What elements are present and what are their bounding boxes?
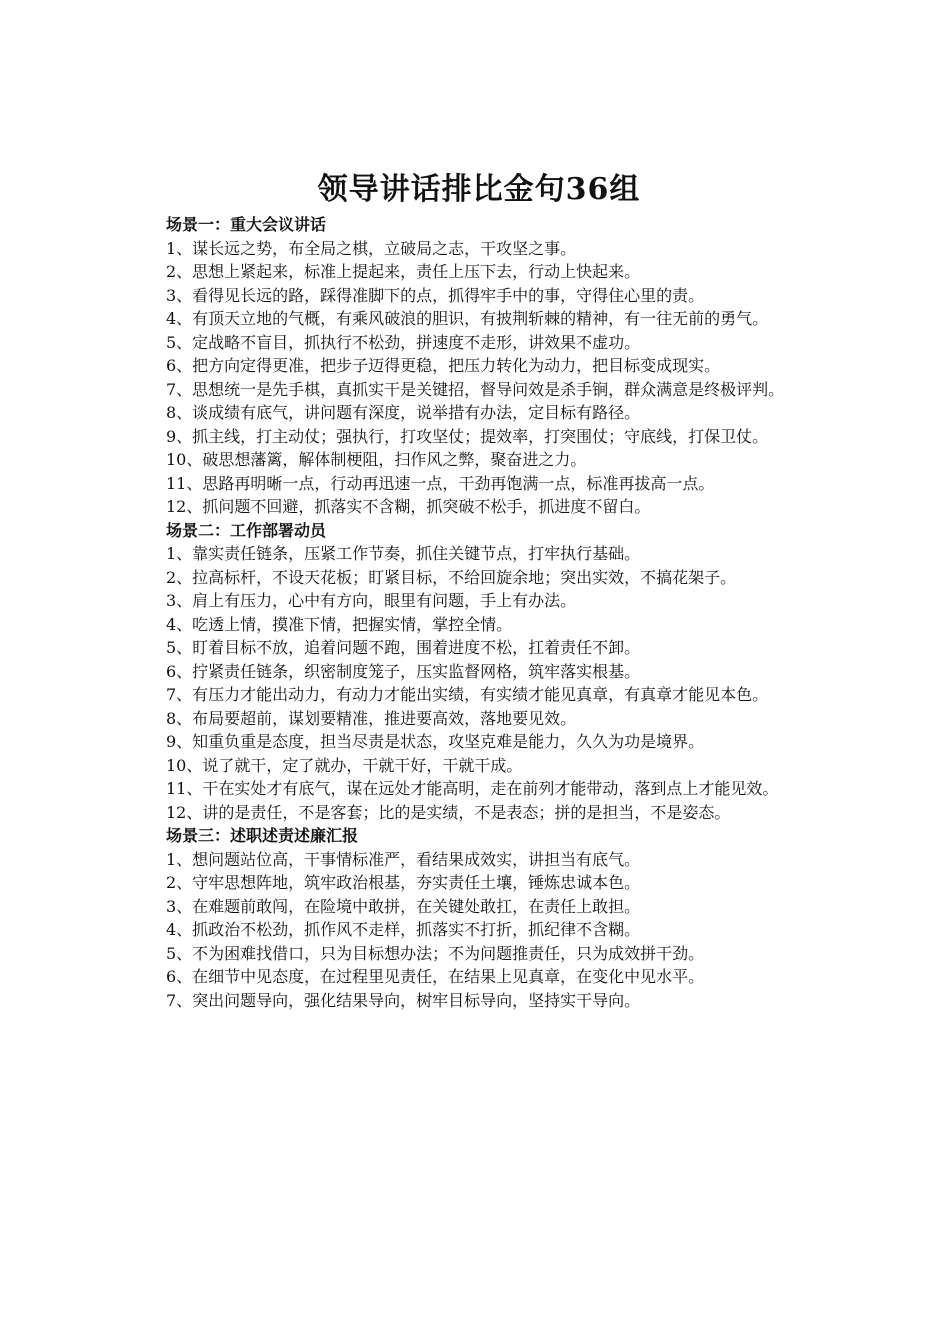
list-item: 6、在细节中见态度，在过程里见责任，在结果上见真章，在变化中见水平。 [166,967,705,986]
section-heading: 场景一：重大会议讲话 [166,215,327,234]
list-item: 10、破思想藩篱，解体制梗阻，扫作风之弊，聚奋进之力。 [166,450,587,469]
list-item: 3、肩上有压力，心中有方向，眼里有问题，手上有办法。 [166,591,577,610]
list-item: 4、抓政治不松劲，抓作风不走样，抓落实不打折，抓纪律不含糊。 [166,920,641,939]
list-item: 6、拧紧责任链条，织密制度笼子，压实监督网格，筑牢落实根基。 [166,661,641,681]
title-text: 领导讲话排比金句 [317,172,566,207]
document-page [126,170,832,1012]
list-item: 1、想问题站位高，干事情标准严，看结果成效实，讲担当有底气。 [166,849,641,869]
list-item: 3、在难题前敢闯，在险境中敢拼，在关键处敢扛，在责任上敢担。 [166,896,641,916]
list-item: 1、谋长远之势，布全局之棋，立破局之志，干攻坚之事。 [166,238,577,258]
list-item: 6、把方向定得更准，把步子迈得更稳，把压力转化为动力，把目标变成现实。 [166,356,721,375]
list-item: 7、突出问题导向，强化结果导向，树牢目标导向，坚持实干导向。 [166,990,641,1010]
list-item: 10、说了就干，定了就办，干就干好，干就干成。 [166,755,523,775]
section-1 [126,213,832,519]
list-item: 9、知重负重是态度，担当尽责是状态，攻坚克难是能力，久久为功是境界。 [166,732,705,751]
list-item: 8、谈成绩有底气，讲问题有深度，说举措有办法，定目标有路径。 [166,403,641,422]
section-2 [126,519,832,825]
list-item: 2、拉高标杆，不设天花板；盯紧目标，不给回旋余地；突出实效，不搞花架子。 [166,567,737,587]
list-item: 5、定战略不盲目，抓执行不松劲，拼速度不走形，讲效果不虚功。 [166,332,641,352]
list-item: 7、思想统一是先手棋，真抓实干是关键招，督导问效是杀手锏，群众满意是终极评判。 [166,379,785,399]
section-heading: 场景三：述职述责述廉汇报 [166,826,359,845]
list-item: 11、思路再明晰一点，行动再迅速一点，干劲再饱满一点，标准再拔高一点。 [166,473,715,493]
document-title [126,170,832,210]
list-item: 11、干在实处才有底气，谋在远处才能高明，走在前列才能带动，落到点上才能见效。 [166,779,779,798]
list-item: 2、思想上紧起来，标准上提起来，责任上压下去，行动上快起来。 [166,262,641,281]
title-suffix: 组 [609,172,641,207]
list-item: 12、讲的是责任，不是客套；比的是实绩，不是表态；拼的是担当，不是姿态。 [166,802,731,822]
list-item: 12、抓问题不回避，抓落实不含糊，抓突破不松手，抓进度不留白。 [166,497,651,516]
list-item: 5、盯着目标不放，追着问题不跑，围着进度不松，扛着责任不卸。 [166,638,641,657]
list-item: 2、守牢思想阵地，筑牢政治根基，夯实责任土壤，锤炼忠诚本色。 [166,873,641,892]
list-item: 7、有压力才能出动力，有动力才能出实绩，有实绩才能见真章，有真章才能见本色。 [166,685,769,704]
list-item: 1、靠实责任链条，压紧工作节奏，抓住关键节点，打牢执行基础。 [166,544,641,563]
section-heading: 场景二：工作部署动员 [166,520,327,540]
list-item: 9、抓主线，打主动仗；强执行，打攻坚仗；提效率，打突围仗；守底线，打保卫仗。 [166,426,769,446]
list-item: 4、吃透上情，摸准下情，把握实情，掌控全情。 [166,614,513,634]
section-3 [126,824,832,1012]
list-item: 5、不为困难找借口，只为目标想办法；不为问题推责任，只为成效拼干劲。 [166,943,705,963]
list-item: 8、布局要超前，谋划要精准，推进要高效，落地要见效。 [166,708,577,728]
list-item: 3、看得见长远的路，踩得准脚下的点，抓得牢手中的事，守得住心里的责。 [166,285,705,305]
title-number: 36 [565,172,610,207]
list-item: 4、有顶天立地的气概，有乘风破浪的胆识，有披荆斩棘的精神，有一往无前的勇气。 [166,309,769,328]
